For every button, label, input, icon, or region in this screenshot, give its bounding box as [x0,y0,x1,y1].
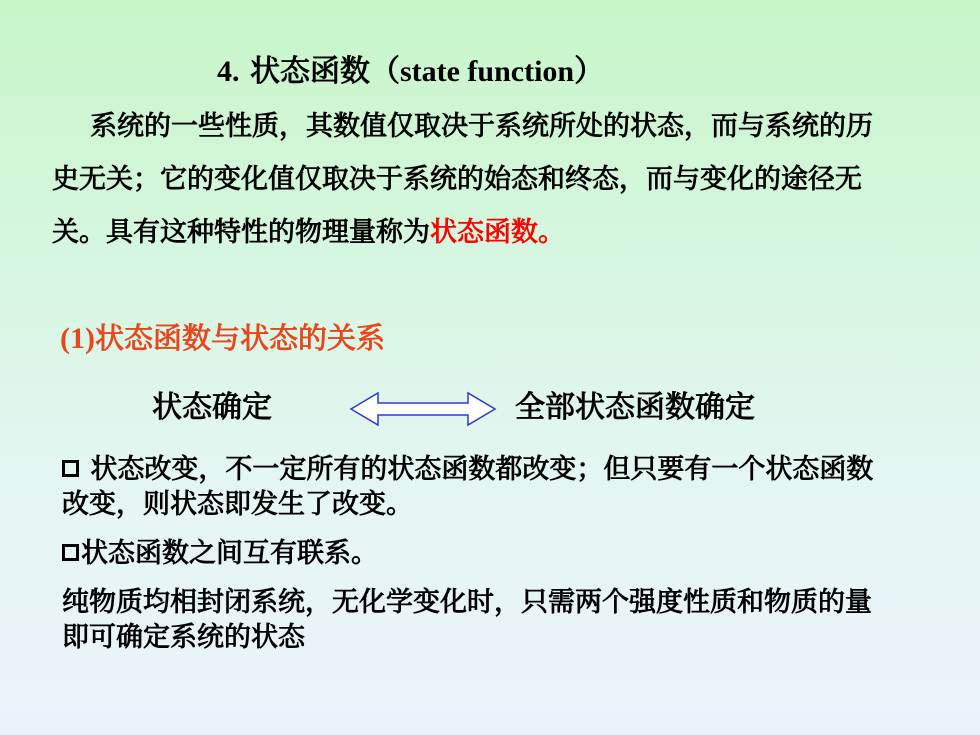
list-item-text: 状态函数之间互有联系。 [81,538,378,569]
square-bullet-icon [62,460,79,477]
double-headed-arrow-icon [348,390,498,428]
title-chinese: 状态函数 [249,54,370,89]
definition-term: 状态函数。 [430,217,565,248]
list-item [62,585,892,655]
definition-paragraph [52,100,882,259]
subheading-number: (1) [60,322,95,355]
list-item-text: 纯物质均相封闭系统，无化学变化时，只需两个强度性质和物质的量即可确定系统的状态 [62,587,872,653]
definition-text: 系统的一些性质，其数值仅取决于系统所处的状态，而与系统的历史无关；它的变化值仅取决于系统的始态和终态，而与变化的途径无关。具有这种特性的物理量称为 [52,111,873,248]
title-number: 4. [217,55,240,88]
subheading [60,316,385,357]
title-english: state function [399,55,575,88]
list-item [62,536,892,571]
subheading-text: 状态函数与状态的关系 [94,321,385,355]
relation-left: 状态确定 [152,390,272,425]
title-open-paren: （ [369,54,400,89]
bullet-list [62,452,892,669]
square-bullet-icon [62,544,79,561]
relation-right: 全部状态函数确定 [515,390,755,425]
list-item [62,452,892,522]
slide-title [217,46,604,90]
title-close-paren: ） [574,54,605,89]
list-item-text: 状态改变，不一定所有的状态函数都改变；但只要有一个状态函数改变，则状态即发生了改变。 [62,454,874,520]
